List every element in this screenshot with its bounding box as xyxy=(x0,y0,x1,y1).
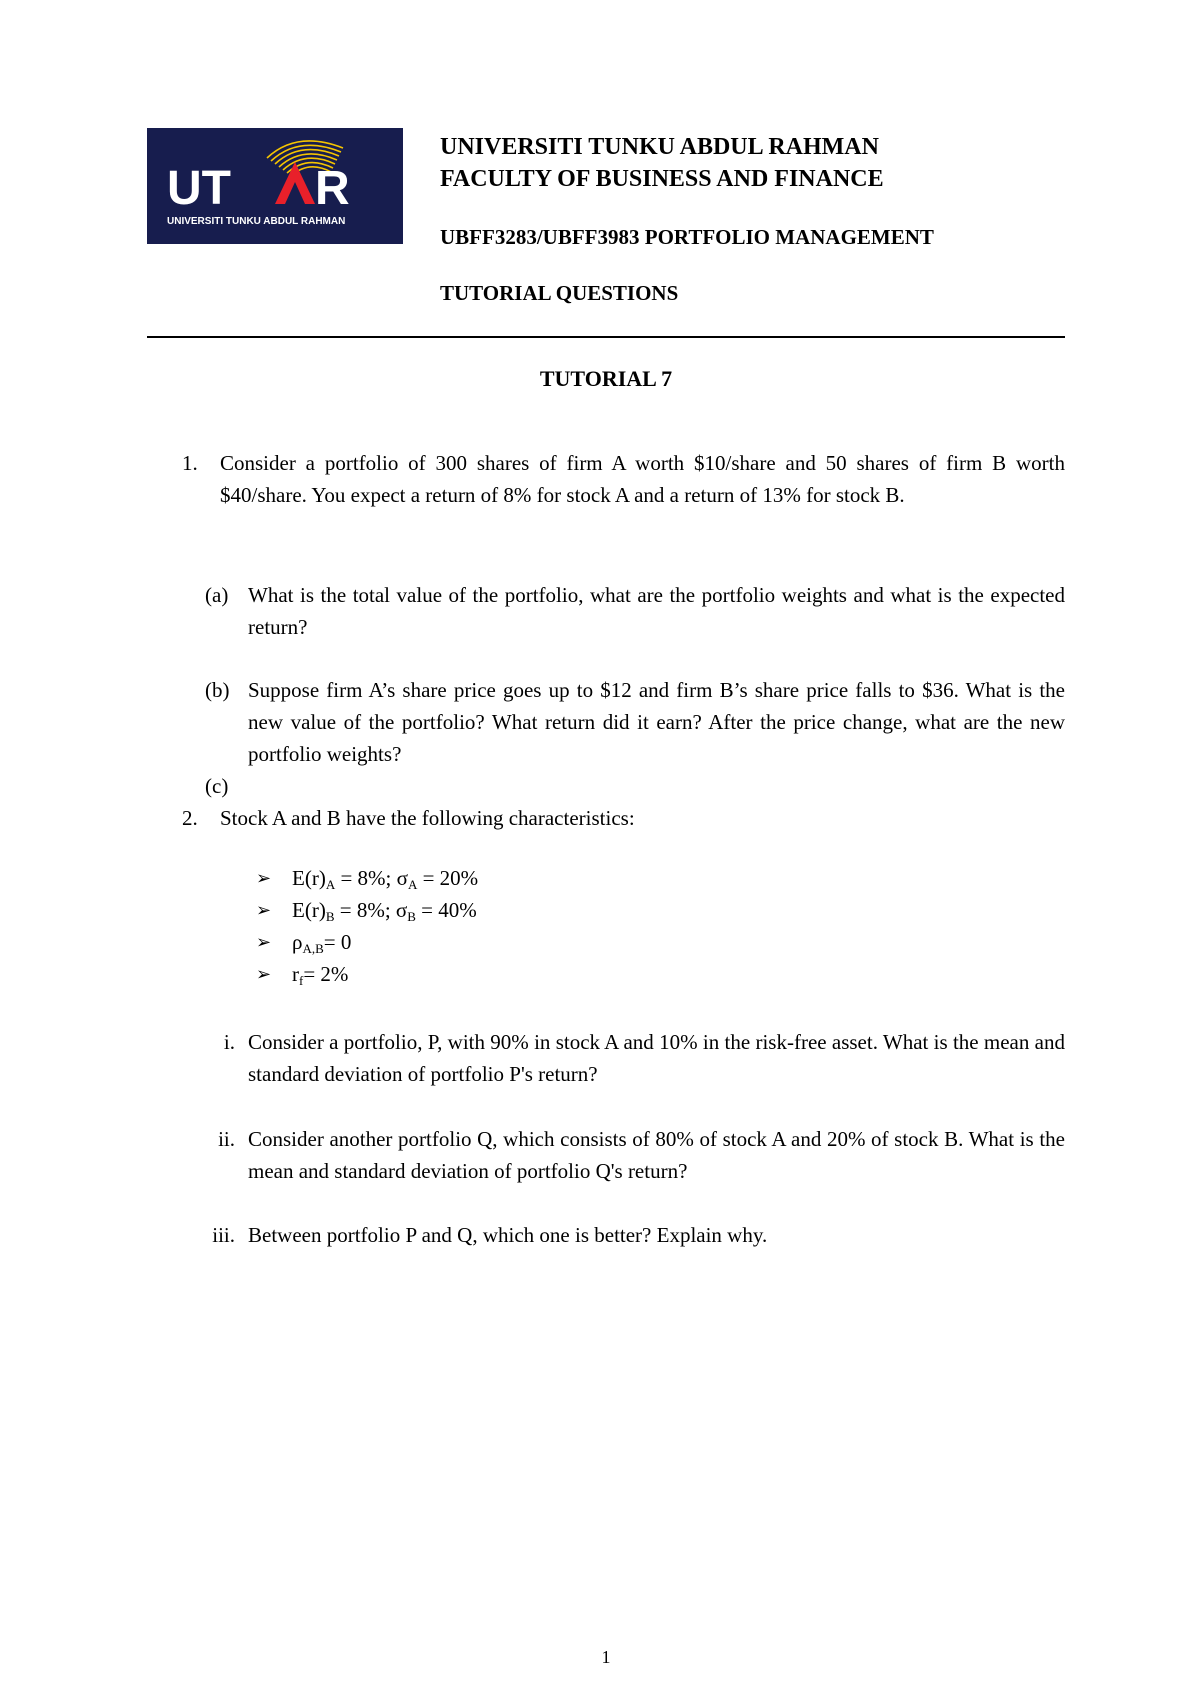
q2-text: Stock A and B have the following characteristics: xyxy=(220,806,635,830)
page-title: TUTORIAL 7 xyxy=(539,366,673,391)
q1b-text: Suppose firm A’s share price goes up to $12 and firm B’s share price falls to $36. What is the new value of the portfolio? What return did it earn? After the price change, what are the new portfolio weights? xyxy=(248,678,1065,766)
faculty-name: FACULTY OF BUSINESS AND FINANCE xyxy=(440,166,884,192)
arrow-bullet-icon: ➢ xyxy=(256,900,272,920)
university-name: UNIVERSITI TUNKU ABDUL RAHMAN xyxy=(440,134,879,160)
q2-number: 2. xyxy=(182,806,198,830)
header-divider xyxy=(147,336,1065,338)
q1b-label: (b) xyxy=(205,678,230,702)
logo-wordmark-r: R xyxy=(315,162,350,215)
q2iii-label: iii. xyxy=(212,1223,235,1247)
q2i-text: Consider a portfolio, P, with 90% in stock A and 10% in the risk-free asset. What is the mean and standard deviation of portfolio P's return? xyxy=(248,1030,1065,1086)
logo-wordmark-ut: UT xyxy=(167,162,231,215)
bullet-er-b: $E(r)_B = 8\%$; $\sigma_B = 40\%$ xyxy=(292,898,477,924)
utar-logo-graphic xyxy=(147,128,403,244)
utar-logo xyxy=(147,128,403,244)
logo-subtext: UNIVERSITI TUNKU ABDUL RAHMAN xyxy=(167,216,346,227)
arrow-bullet-icon: ➢ xyxy=(256,932,272,952)
page-number: 1 xyxy=(601,1647,611,1667)
arrow-bullet-icon: ➢ xyxy=(256,964,272,984)
bullet-rho: $\rho_{A,B}= 0$ xyxy=(292,930,352,956)
doc-type: TUTORIAL QUESTIONS xyxy=(440,281,679,305)
bullet-rf: $r_f= 2\%$ xyxy=(292,962,349,988)
bullet-er-a: $E(r)_A = 8\%$; $\sigma_A = 20\%$ xyxy=(292,866,479,892)
q2i-label: i. xyxy=(223,1030,235,1054)
q2ii-text: Consider another portfolio Q, which consists of 80% of stock A and 20% of stock B. What is the mean and standard deviation of portfolio Q's return? xyxy=(248,1127,1065,1183)
q2iii-text: Between portfolio P and Q, which one is better? Explain why. xyxy=(248,1223,768,1247)
q1-text: Consider a portfolio of 300 shares of firm A worth $10/share and 50 shares of firm B worth $40/share. You expect a return of 8% for stock A and a return of 13% for stock B. xyxy=(220,451,1065,507)
q1-number: 1. xyxy=(182,451,198,475)
q2ii-label: ii. xyxy=(218,1127,235,1151)
q1c-label: (c) xyxy=(205,774,229,798)
course-code: UBFF3283/UBFF3983 PORTFOLIO MANAGEMENT xyxy=(440,225,934,249)
arrow-bullet-icon: ➢ xyxy=(256,868,272,888)
q1a-label: (a) xyxy=(205,583,229,607)
q1a-text: What is the total value of the portfolio, what are the portfolio weights and what is the expected return? xyxy=(248,583,1065,639)
